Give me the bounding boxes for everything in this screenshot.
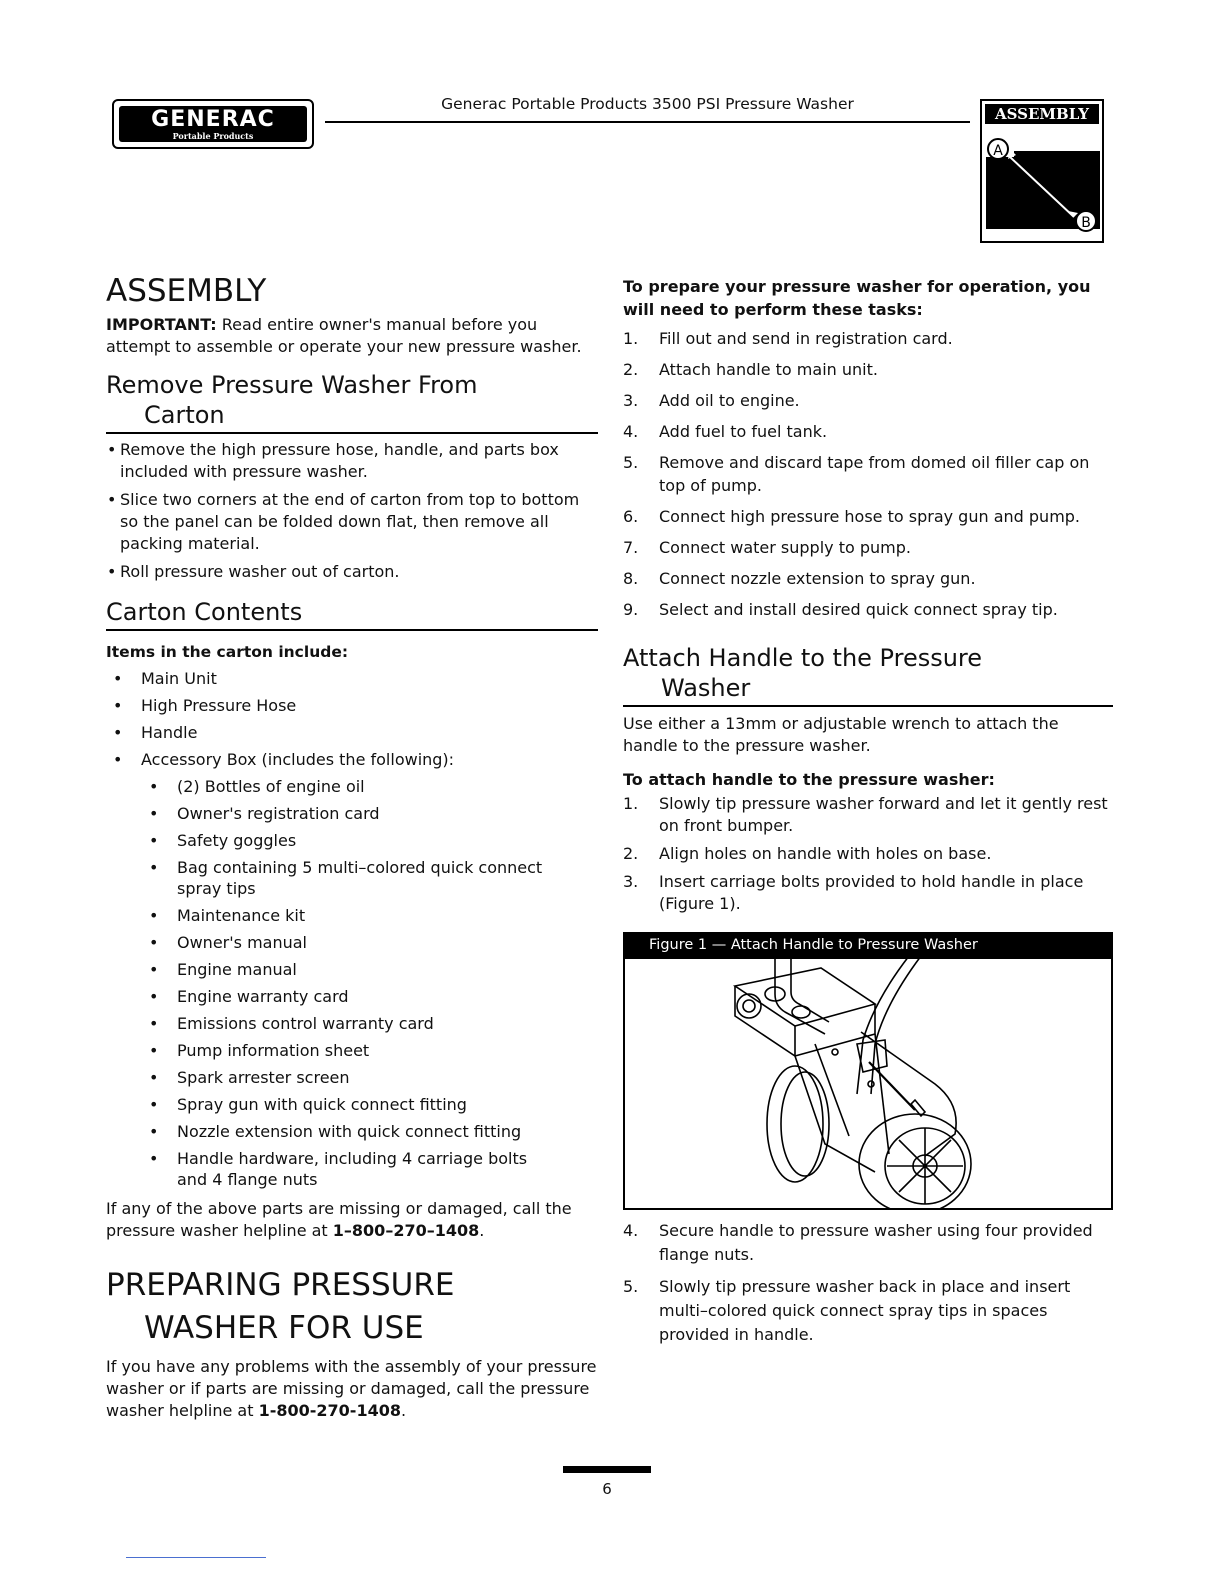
list-item: • Pump information sheet <box>149 1041 370 1060</box>
remove-heading-line1: Remove Pressure Washer From <box>106 371 478 399</box>
list-item: 5. Remove and discard tape from domed oil filler cap on top of pump. <box>623 453 1090 495</box>
contents-intro: Items in the carton include: <box>106 643 349 661</box>
important-note <box>106 314 598 358</box>
list-item: 5. Slowly tip pressure washer back in place and insert multi–colored quick connect spray tips in spaces provided in handle. <box>623 1277 1071 1344</box>
list-item: • Spark arrester screen <box>149 1068 350 1087</box>
attach-steps-continued <box>623 1219 1113 1347</box>
logo-subtext: Portable Products <box>172 131 254 141</box>
left-column <box>106 272 598 1422</box>
list-item: • Accessory Box (includes the following): <box>113 750 455 769</box>
list-item: • Engine warranty card <box>149 987 349 1006</box>
generac-logo <box>112 99 314 149</box>
list-item: • Handle <box>113 723 198 742</box>
tasks-list <box>623 327 1113 621</box>
list-item: 4. Secure handle to pressure washer using four provided flange nuts. <box>623 1221 1093 1264</box>
list-item: 8. Connect nozzle extension to spray gun. <box>623 569 976 588</box>
handle-assembly-illustration <box>625 934 1111 1208</box>
contents-list <box>106 665 598 773</box>
accessory-list <box>106 773 598 1190</box>
list-item: • Remove the high pressure hose, handle, and parts box included with pressure washer. <box>120 439 598 483</box>
list-item: 3. Add oil to engine. <box>623 391 800 410</box>
list-item: • Emissions control warranty card <box>149 1014 434 1033</box>
list-item: • Bag containing 5 multi–colored quick connect spray tips <box>149 858 543 898</box>
list-item: • Roll pressure washer out of carton. <box>120 561 598 583</box>
list-item: • Safety goggles <box>149 831 297 850</box>
badge-a: A <box>993 143 1003 159</box>
right-column-continued <box>623 1219 1113 1347</box>
list-item: • Slice two corners at the end of carton from top to bottom so the panel can be folded down flat, then remove all packing material. <box>120 489 598 555</box>
list-item: 7. Connect water supply to pump. <box>623 538 911 557</box>
figure-1 <box>623 932 1113 1210</box>
list-item: 4. Add fuel to fuel tank. <box>623 422 828 441</box>
list-item: 9. Select and install desired quick connect spray tip. <box>623 600 1058 619</box>
document-title: Generac Portable Products 3500 PSI Pressure Washer <box>441 95 854 113</box>
list-item: 3. Insert carriage bolts provided to hold handle in place (Figure 1). <box>623 872 1084 913</box>
a-to-b-arrow-icon <box>982 101 1102 241</box>
figure-1-title: Figure 1 — Attach Handle to Pressure Washer <box>623 932 1113 959</box>
attach-steps <box>623 793 1113 915</box>
preparing-heading-line2: WASHER FOR USE <box>144 1310 424 1346</box>
preparing-text: If you have any problems with the assembly of your pressure washer or if parts are missing or damaged, call the pressure washer helpline at 1-800-270-1408. <box>106 1357 597 1420</box>
list-item: 6. Connect high pressure hose to spray gun and pump. <box>623 507 1081 526</box>
attach-heading-line1: Attach Handle to the Pressure <box>623 644 983 672</box>
right-column <box>623 275 1113 915</box>
logo-text: GENERAC <box>151 107 275 132</box>
list-item: • Nozzle extension with quick connect fitting <box>149 1122 522 1141</box>
missing-parts-note: If any of the above parts are missing or damaged, call the pressure washer helpline at 1–800–270–1408. <box>106 1199 572 1240</box>
list-item: • Handle hardware, including 4 carriage bolts and 4 flange nuts <box>149 1149 528 1189</box>
list-item: • Owner's registration card <box>149 804 380 823</box>
page-number: 6 <box>602 1480 612 1498</box>
preparing-heading <box>106 1264 598 1350</box>
list-item: 1. Fill out and send in registration card. <box>623 329 953 348</box>
list-item: • Spray gun with quick connect fitting <box>149 1095 467 1114</box>
list-item: • Owner's manual <box>149 933 307 952</box>
preparing-heading-line1: PREPARING PRESSURE <box>106 1267 455 1303</box>
header-rule <box>325 121 970 123</box>
assembly-heading: ASSEMBLY <box>106 273 267 309</box>
list-item: 2. Attach handle to main unit. <box>623 360 878 379</box>
remove-heading-line2: Carton <box>144 401 225 429</box>
footer-bar <box>563 1466 651 1473</box>
tasks-intro: To prepare your pressure washer for operation, you will need to perform these tasks: <box>623 277 1091 319</box>
helpline-phone-2: 1-800-270-1408 <box>258 1401 401 1420</box>
helpline-phone: 1–800–270–1408 <box>332 1221 480 1240</box>
important-text: Read entire owner's manual before you attempt to assemble or operate your new pressure washer. <box>106 315 582 356</box>
list-item: • Maintenance kit <box>149 906 306 925</box>
list-item: • Engine manual <box>149 960 297 979</box>
badge-label: ASSEMBLY <box>985 104 1099 124</box>
remove-list <box>106 439 598 583</box>
list-item: 2. Align holes on handle with holes on base. <box>623 844 992 863</box>
attach-intro: To attach handle to the pressure washer: <box>623 770 995 789</box>
list-item: • Main Unit <box>113 669 217 688</box>
remove-heading <box>106 370 598 434</box>
attach-text: Use either a 13mm or adjustable wrench to attach the handle to the pressure washer. <box>623 714 1059 755</box>
list-item: • High Pressure Hose <box>113 696 297 715</box>
important-label: IMPORTANT: <box>106 315 217 334</box>
attach-heading-line2: Washer <box>661 674 751 702</box>
carton-contents-heading: Carton Contents <box>106 597 598 631</box>
assembly-section-badge <box>980 99 1104 243</box>
list-item: • (2) Bottles of engine oil <box>149 777 365 796</box>
badge-b: B <box>1081 215 1091 231</box>
footer-rule <box>126 1557 266 1558</box>
attach-heading <box>623 643 1113 707</box>
list-item: 1. Slowly tip pressure washer forward and let it gently rest on front bumper. <box>623 794 1108 835</box>
